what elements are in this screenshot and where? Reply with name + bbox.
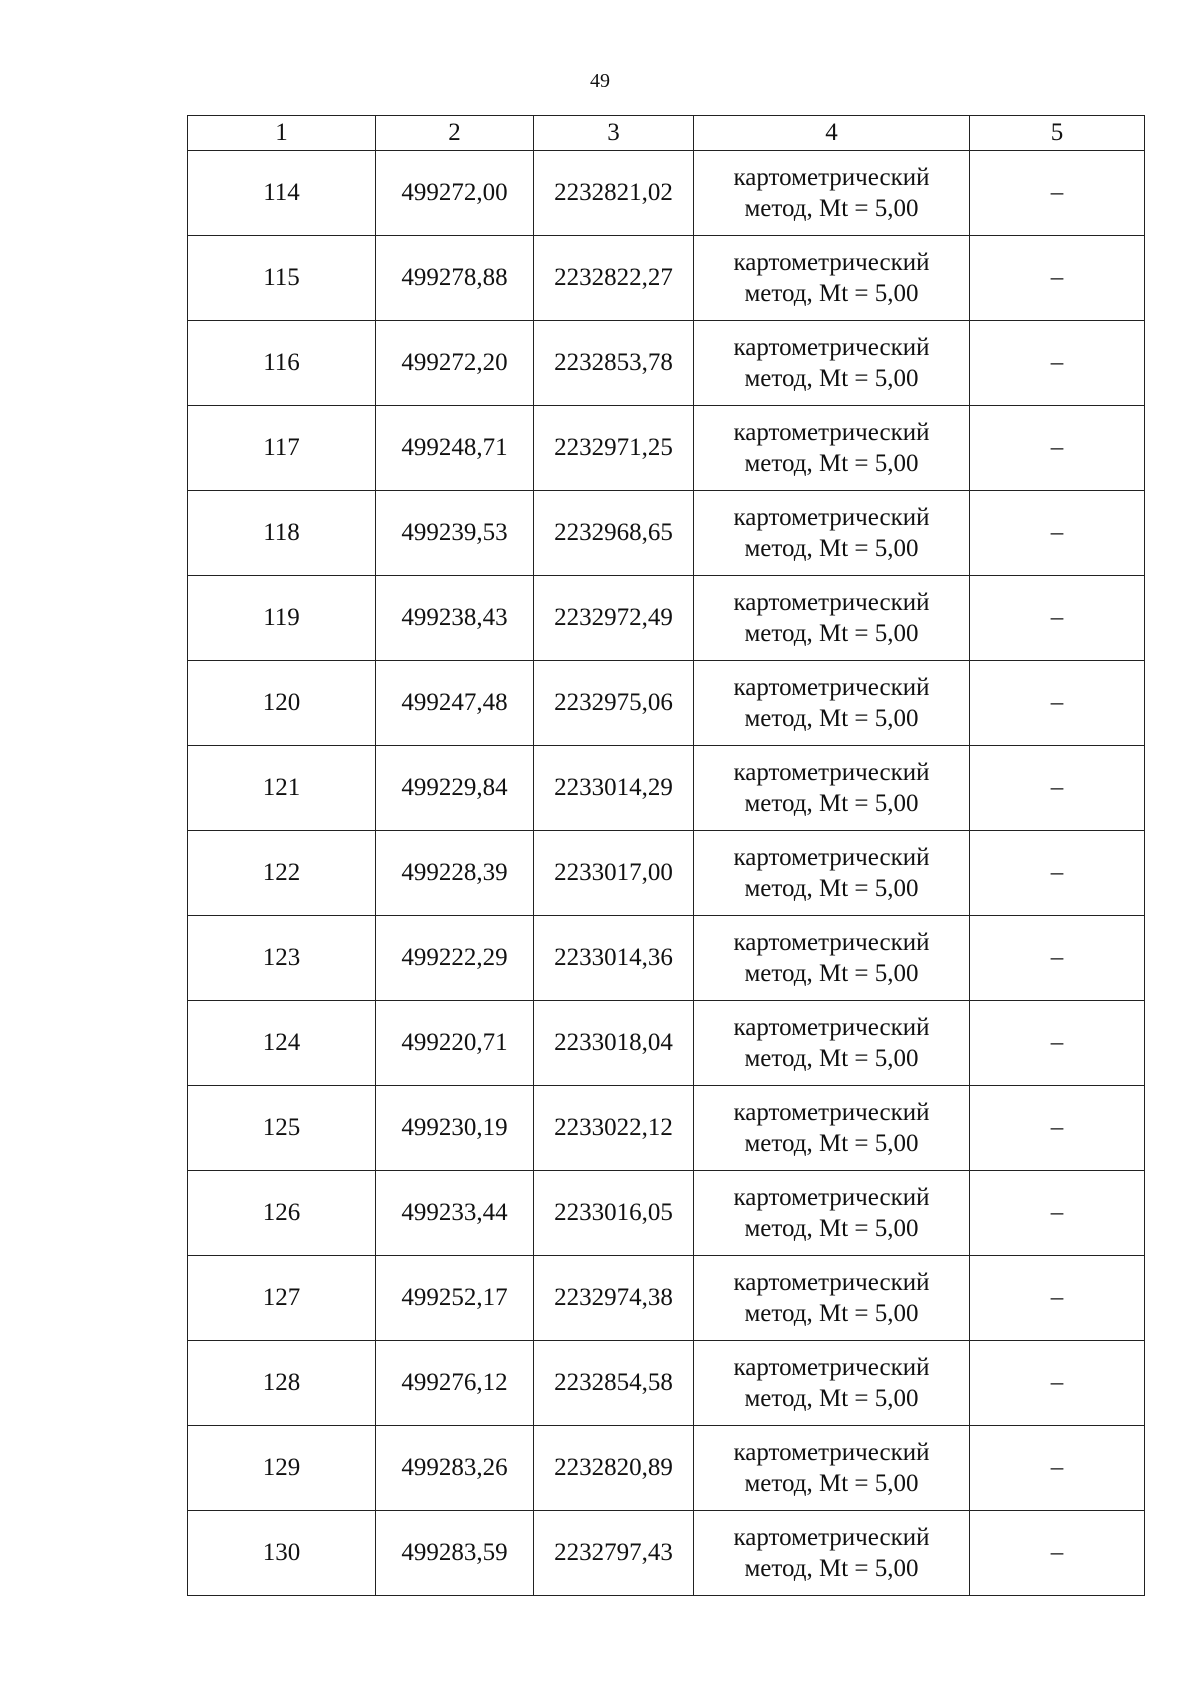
y-coordinate-cell: 2233016,05 xyxy=(534,1171,694,1256)
note-cell: – xyxy=(970,916,1145,1001)
y-coordinate-cell: 2233017,00 xyxy=(534,831,694,916)
method-line-2: метод, Mt = 5,00 xyxy=(744,1385,919,1412)
page-number: 49 xyxy=(590,70,610,92)
method-line-1: картометрический xyxy=(733,673,930,701)
x-coordinate-cell: 499272,20 xyxy=(376,321,534,406)
method-line-2: метод, Mt = 5,00 xyxy=(744,365,919,392)
table-row xyxy=(188,746,1145,831)
method-cell xyxy=(694,321,970,406)
point-number-cell: 118 xyxy=(188,491,376,576)
y-coordinate-cell: 2233014,36 xyxy=(534,916,694,1001)
point-number-cell: 123 xyxy=(188,916,376,1001)
table-row xyxy=(188,661,1145,746)
method-line-2: метод, Mt = 5,00 xyxy=(744,1215,919,1242)
note-cell: – xyxy=(970,1426,1145,1511)
method-cell xyxy=(694,406,970,491)
x-coordinate-cell: 499248,71 xyxy=(376,406,534,491)
table-row xyxy=(188,1171,1145,1256)
y-coordinate-cell: 2233022,12 xyxy=(534,1086,694,1171)
table-body xyxy=(188,116,1145,1596)
method-line-2: метод, Mt = 5,00 xyxy=(744,195,919,222)
note-cell: – xyxy=(970,1086,1145,1171)
x-coordinate-cell: 499239,53 xyxy=(376,491,534,576)
table-row xyxy=(188,406,1145,491)
table-row xyxy=(188,916,1145,1001)
method-cell xyxy=(694,831,970,916)
column-header-4: 4 xyxy=(694,116,970,151)
y-coordinate-cell: 2232854,58 xyxy=(534,1341,694,1426)
method-line-2: метод, Mt = 5,00 xyxy=(744,790,919,817)
y-coordinate-cell: 2232853,78 xyxy=(534,321,694,406)
method-cell xyxy=(694,1341,970,1426)
y-coordinate-cell: 2232797,43 xyxy=(534,1511,694,1596)
point-number-cell: 124 xyxy=(188,1001,376,1086)
x-coordinate-cell: 499233,44 xyxy=(376,1171,534,1256)
x-coordinate-cell: 499272,00 xyxy=(376,151,534,236)
method-cell xyxy=(694,916,970,1001)
method-line-2: метод, Mt = 5,00 xyxy=(744,450,919,477)
method-line-2: метод, Mt = 5,00 xyxy=(744,1470,919,1497)
point-number-cell: 119 xyxy=(188,576,376,661)
method-cell xyxy=(694,576,970,661)
table-row xyxy=(188,1086,1145,1171)
x-coordinate-cell: 499252,17 xyxy=(376,1256,534,1341)
x-coordinate-cell: 499229,84 xyxy=(376,746,534,831)
note-cell: – xyxy=(970,236,1145,321)
method-line-1: картометрический xyxy=(733,1268,930,1296)
point-number-cell: 127 xyxy=(188,1256,376,1341)
method-line-2: метод, Mt = 5,00 xyxy=(744,705,919,732)
y-coordinate-cell: 2232821,02 xyxy=(534,151,694,236)
table-row xyxy=(188,1426,1145,1511)
table-row xyxy=(188,1256,1145,1341)
method-cell xyxy=(694,1256,970,1341)
note-cell: – xyxy=(970,491,1145,576)
note-cell: – xyxy=(970,406,1145,491)
point-number-cell: 121 xyxy=(188,746,376,831)
y-coordinate-cell: 2232820,89 xyxy=(534,1426,694,1511)
method-line-1: картометрический xyxy=(733,928,930,956)
note-cell: – xyxy=(970,321,1145,406)
point-number-cell: 117 xyxy=(188,406,376,491)
method-line-2: метод, Mt = 5,00 xyxy=(744,1300,919,1327)
point-number-cell: 122 xyxy=(188,831,376,916)
method-line-1: картометрический xyxy=(733,1183,930,1211)
column-header-3: 3 xyxy=(534,116,694,151)
table-row xyxy=(188,576,1145,661)
method-cell xyxy=(694,1001,970,1086)
table-row xyxy=(188,1511,1145,1596)
note-cell: – xyxy=(970,1511,1145,1596)
x-coordinate-cell: 499278,88 xyxy=(376,236,534,321)
x-coordinate-cell: 499283,59 xyxy=(376,1511,534,1596)
x-coordinate-cell: 499238,43 xyxy=(376,576,534,661)
table-row xyxy=(188,1001,1145,1086)
method-line-1: картометрический xyxy=(733,1523,930,1551)
x-coordinate-cell: 499230,19 xyxy=(376,1086,534,1171)
note-cell: – xyxy=(970,661,1145,746)
table-row xyxy=(188,151,1145,236)
table-row xyxy=(188,1341,1145,1426)
y-coordinate-cell: 2232971,25 xyxy=(534,406,694,491)
point-number-cell: 129 xyxy=(188,1426,376,1511)
method-cell xyxy=(694,746,970,831)
method-line-2: метод, Mt = 5,00 xyxy=(744,1555,919,1582)
method-line-1: картометрический xyxy=(733,333,930,361)
y-coordinate-cell: 2233018,04 xyxy=(534,1001,694,1086)
method-line-2: метод, Mt = 5,00 xyxy=(744,1045,919,1072)
method-line-2: метод, Mt = 5,00 xyxy=(744,960,919,987)
note-cell: – xyxy=(970,151,1145,236)
method-line-1: картометрический xyxy=(733,1098,930,1126)
method-cell xyxy=(694,151,970,236)
point-number-cell: 115 xyxy=(188,236,376,321)
note-cell: – xyxy=(970,1256,1145,1341)
x-coordinate-cell: 499276,12 xyxy=(376,1341,534,1426)
note-cell: – xyxy=(970,1341,1145,1426)
table-row xyxy=(188,831,1145,916)
point-number-cell: 128 xyxy=(188,1341,376,1426)
method-cell xyxy=(694,236,970,321)
point-number-cell: 125 xyxy=(188,1086,376,1171)
method-cell xyxy=(694,1426,970,1511)
note-cell: – xyxy=(970,1171,1145,1256)
method-cell xyxy=(694,1086,970,1171)
note-cell: – xyxy=(970,831,1145,916)
point-number-cell: 120 xyxy=(188,661,376,746)
method-line-1: картометрический xyxy=(733,1438,930,1466)
x-coordinate-cell: 499283,26 xyxy=(376,1426,534,1511)
method-cell xyxy=(694,1511,970,1596)
column-header-5: 5 xyxy=(970,116,1145,151)
x-coordinate-cell: 499222,29 xyxy=(376,916,534,1001)
method-line-1: картометрический xyxy=(733,1353,930,1381)
method-line-1: картометрический xyxy=(733,163,930,191)
y-coordinate-cell: 2232968,65 xyxy=(534,491,694,576)
column-header-1: 1 xyxy=(188,116,376,151)
method-line-1: картометрический xyxy=(733,248,930,276)
method-line-2: метод, Mt = 5,00 xyxy=(744,280,919,307)
point-number-cell: 114 xyxy=(188,151,376,236)
table-header-row xyxy=(188,116,1145,151)
point-number-cell: 130 xyxy=(188,1511,376,1596)
method-line-2: метод, Mt = 5,00 xyxy=(744,1130,919,1157)
table-row xyxy=(188,321,1145,406)
table-row xyxy=(188,236,1145,321)
method-cell xyxy=(694,1171,970,1256)
y-coordinate-cell: 2233014,29 xyxy=(534,746,694,831)
y-coordinate-cell: 2232972,49 xyxy=(534,576,694,661)
point-number-cell: 116 xyxy=(188,321,376,406)
method-line-2: метод, Mt = 5,00 xyxy=(744,535,919,562)
method-line-1: картометрический xyxy=(733,1013,930,1041)
column-header-2: 2 xyxy=(376,116,534,151)
note-cell: – xyxy=(970,746,1145,831)
note-cell: – xyxy=(970,576,1145,661)
y-coordinate-cell: 2232975,06 xyxy=(534,661,694,746)
x-coordinate-cell: 499247,48 xyxy=(376,661,534,746)
method-cell xyxy=(694,491,970,576)
table-row xyxy=(188,491,1145,576)
method-line-1: картометрический xyxy=(733,843,930,871)
method-line-1: картометрический xyxy=(733,418,930,446)
coordinates-table xyxy=(187,115,1145,1596)
note-cell: – xyxy=(970,1001,1145,1086)
method-line-1: картометрический xyxy=(733,588,930,616)
x-coordinate-cell: 499220,71 xyxy=(376,1001,534,1086)
method-line-2: метод, Mt = 5,00 xyxy=(744,875,919,902)
point-number-cell: 126 xyxy=(188,1171,376,1256)
method-cell xyxy=(694,661,970,746)
method-line-1: картометрический xyxy=(733,758,930,786)
x-coordinate-cell: 499228,39 xyxy=(376,831,534,916)
y-coordinate-cell: 2232822,27 xyxy=(534,236,694,321)
method-line-1: картометрический xyxy=(733,503,930,531)
y-coordinate-cell: 2232974,38 xyxy=(534,1256,694,1341)
method-line-2: метод, Mt = 5,00 xyxy=(744,620,919,647)
